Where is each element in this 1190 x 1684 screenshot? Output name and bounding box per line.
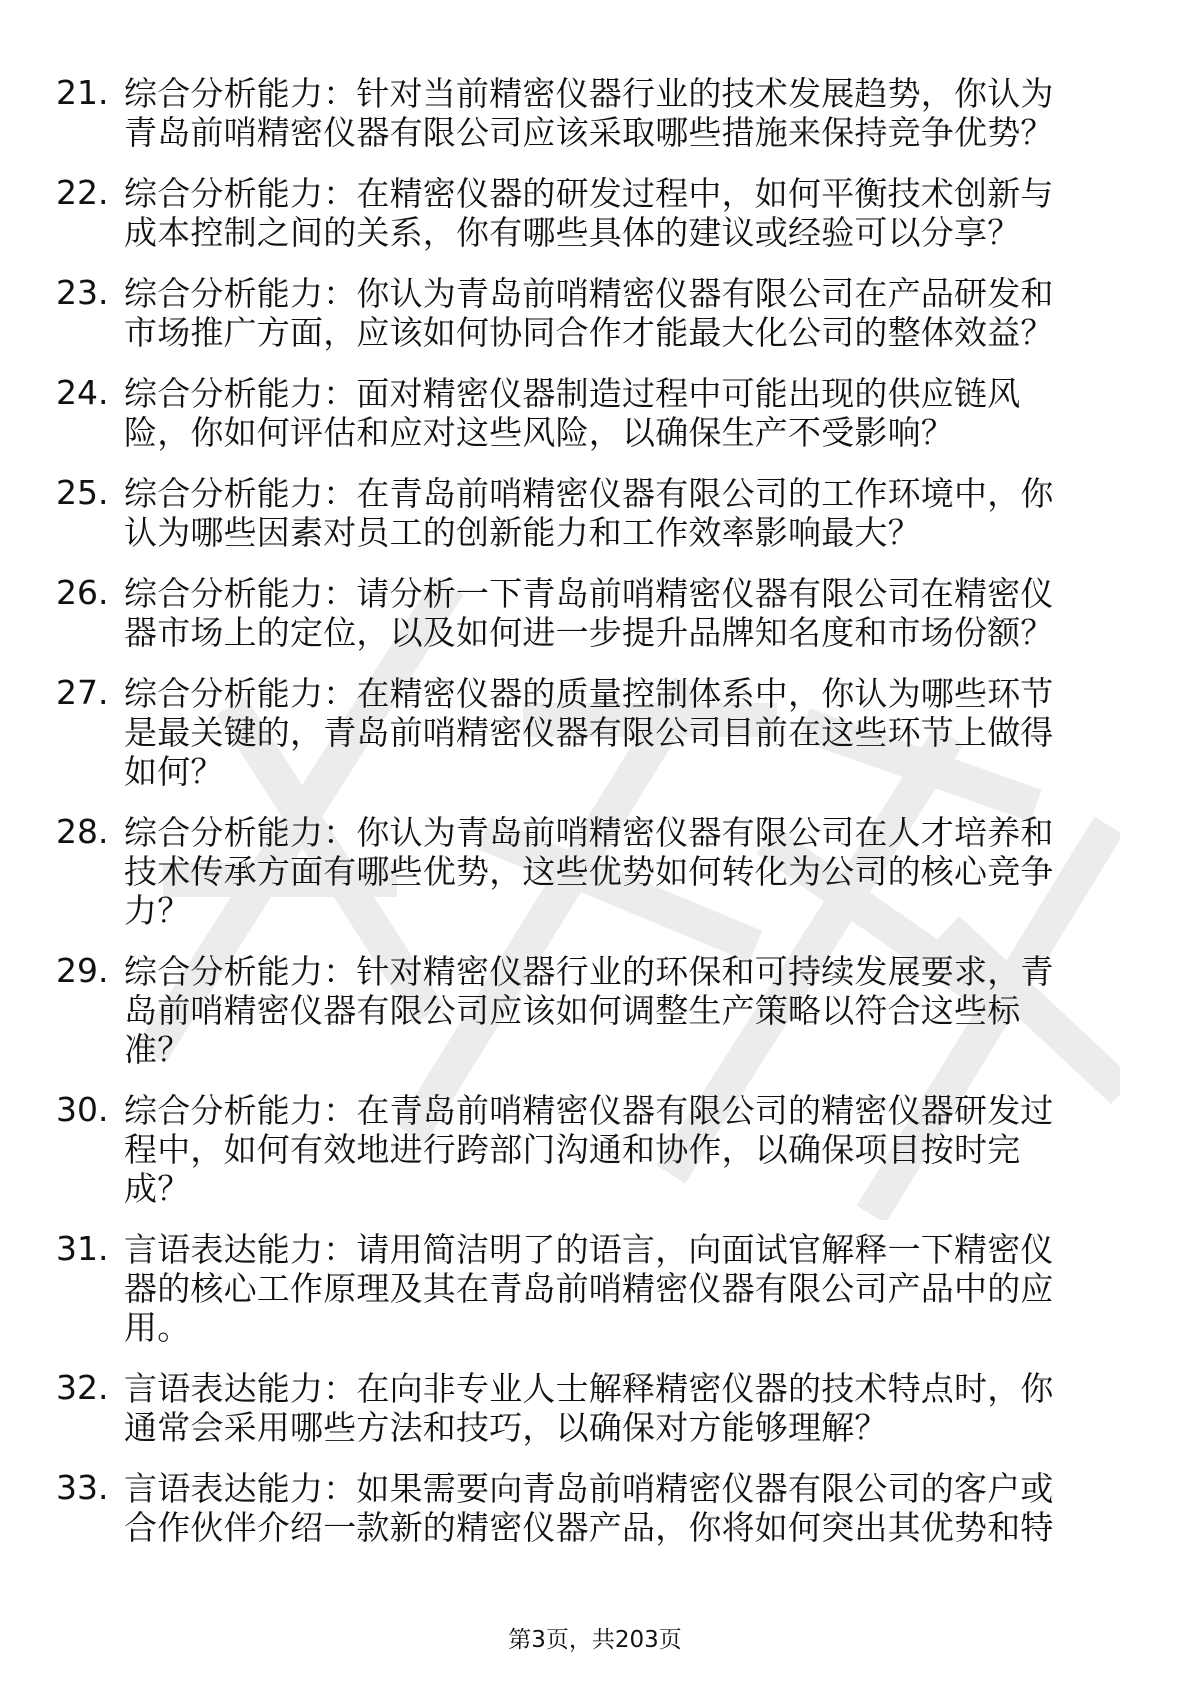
- question-number: 28.: [56, 812, 109, 851]
- question-item: [56, 1091, 1120, 1208]
- question-line: 青岛前哨精密仪器有限公司应该采取哪些措施来保持竞争优势？: [124, 113, 1054, 152]
- question-item: [56, 813, 1120, 930]
- question-number: 30.: [56, 1090, 109, 1129]
- question-number: 23.: [56, 273, 109, 312]
- question-number: 21.: [56, 73, 109, 112]
- question-item: [56, 74, 1120, 152]
- question-line: 综合分析能力：在青岛前哨精密仪器有限公司的精密仪器研发过: [124, 1091, 1054, 1130]
- question-line: 程中，如何有效地进行跨部门沟通和协作，以确保项目按时完: [124, 1130, 1021, 1169]
- question-line: 综合分析能力：在精密仪器的质量控制体系中，你认为哪些环节: [124, 674, 1054, 713]
- question-line: 言语表达能力：请用简洁明了的语言，向面试官解释一下精密仪: [124, 1230, 1054, 1269]
- question-line: 认为哪些因素对员工的创新能力和工作效率影响最大？: [124, 513, 921, 552]
- question-line: 通常会采用哪些方法和技巧，以确保对方能够理解？: [124, 1408, 888, 1447]
- question-line: 市场推广方面，应该如何协同合作才能最大化公司的整体效益？: [124, 313, 1054, 352]
- question-line: 技术传承方面有哪些优势，这些优势如何转化为公司的核心竞争: [124, 852, 1054, 891]
- question-line: 言语表达能力：如果需要向青岛前哨精密仪器有限公司的客户或: [124, 1469, 1054, 1508]
- question-line: 合作伙伴介绍一款新的精密仪器产品，你将如何突出其优势和特: [124, 1508, 1054, 1547]
- question-item: [56, 674, 1120, 791]
- question-line: 综合分析能力：你认为青岛前哨精密仪器有限公司在人才培养和: [124, 813, 1054, 852]
- question-item: [56, 174, 1120, 252]
- question-number: 22.: [56, 173, 109, 212]
- question-item: [56, 374, 1120, 452]
- question-line: 综合分析能力：面对精密仪器制造过程中可能出现的供应链风: [124, 374, 1021, 413]
- question-number: 27.: [56, 673, 109, 712]
- question-number: 33.: [56, 1468, 109, 1507]
- page-number-label: 第3页，共203页: [508, 1627, 682, 1653]
- question-line: 综合分析能力：请分析一下青岛前哨精密仪器有限公司在精密仪: [124, 574, 1054, 613]
- question-line: 力？: [124, 891, 191, 930]
- question-item: [56, 1230, 1120, 1347]
- question-line: 综合分析能力：针对当前精密仪器行业的技术发展趋势，你认为: [124, 74, 1054, 113]
- page-footer: [0, 1626, 1190, 1654]
- question-list: [56, 74, 1120, 1569]
- question-text: [124, 274, 1120, 352]
- question-text: [124, 574, 1120, 652]
- question-text: [124, 474, 1120, 552]
- question-line: 岛前哨精密仪器有限公司应该如何调整生产策略以符合这些标: [124, 991, 1021, 1030]
- question-line: 综合分析能力：在精密仪器的研发过程中，如何平衡技术创新与: [124, 174, 1054, 213]
- question-item: [56, 274, 1120, 352]
- question-number: 32.: [56, 1368, 109, 1407]
- question-line: 如何？: [124, 752, 224, 791]
- question-number: 25.: [56, 473, 109, 512]
- question-item: [56, 952, 1120, 1069]
- question-number: 31.: [56, 1229, 109, 1268]
- question-line: 险，你如何评估和应对这些风险，以确保生产不受影响？: [124, 413, 954, 452]
- question-line: 用。: [124, 1308, 191, 1347]
- question-item: [56, 1469, 1120, 1547]
- question-text: [124, 1230, 1120, 1347]
- question-line: 言语表达能力：在向非专业人士解释精密仪器的技术特点时，你: [124, 1369, 1054, 1408]
- question-text: [124, 674, 1120, 791]
- question-line: 成？: [124, 1169, 191, 1208]
- question-text: [124, 74, 1120, 152]
- question-number: 26.: [56, 573, 109, 612]
- question-number: 24.: [56, 373, 109, 412]
- question-text: [124, 1369, 1120, 1447]
- question-line: 综合分析能力：针对精密仪器行业的环保和可持续发展要求，青: [124, 952, 1054, 991]
- question-item: [56, 574, 1120, 652]
- question-item: [56, 1369, 1120, 1447]
- question-text: [124, 374, 1120, 452]
- question-text: [124, 1091, 1120, 1208]
- question-line: 综合分析能力：在青岛前哨精密仪器有限公司的工作环境中，你: [124, 474, 1054, 513]
- question-item: [56, 474, 1120, 552]
- question-line: 准？: [124, 1030, 191, 1069]
- question-line: 器市场上的定位，以及如何进一步提升品牌知名度和市场份额？: [124, 613, 1054, 652]
- question-line: 成本控制之间的关系，你有哪些具体的建议或经验可以分享？: [124, 213, 1021, 252]
- question-line: 综合分析能力：你认为青岛前哨精密仪器有限公司在产品研发和: [124, 274, 1054, 313]
- question-line: 器的核心工作原理及其在青岛前哨精密仪器有限公司产品中的应: [124, 1269, 1054, 1308]
- question-text: [124, 813, 1120, 930]
- question-number: 29.: [56, 951, 109, 990]
- question-line: 是最关键的，青岛前哨精密仪器有限公司目前在这些环节上做得: [124, 713, 1054, 752]
- question-text: [124, 952, 1120, 1069]
- question-text: [124, 1469, 1120, 1547]
- question-text: [124, 174, 1120, 252]
